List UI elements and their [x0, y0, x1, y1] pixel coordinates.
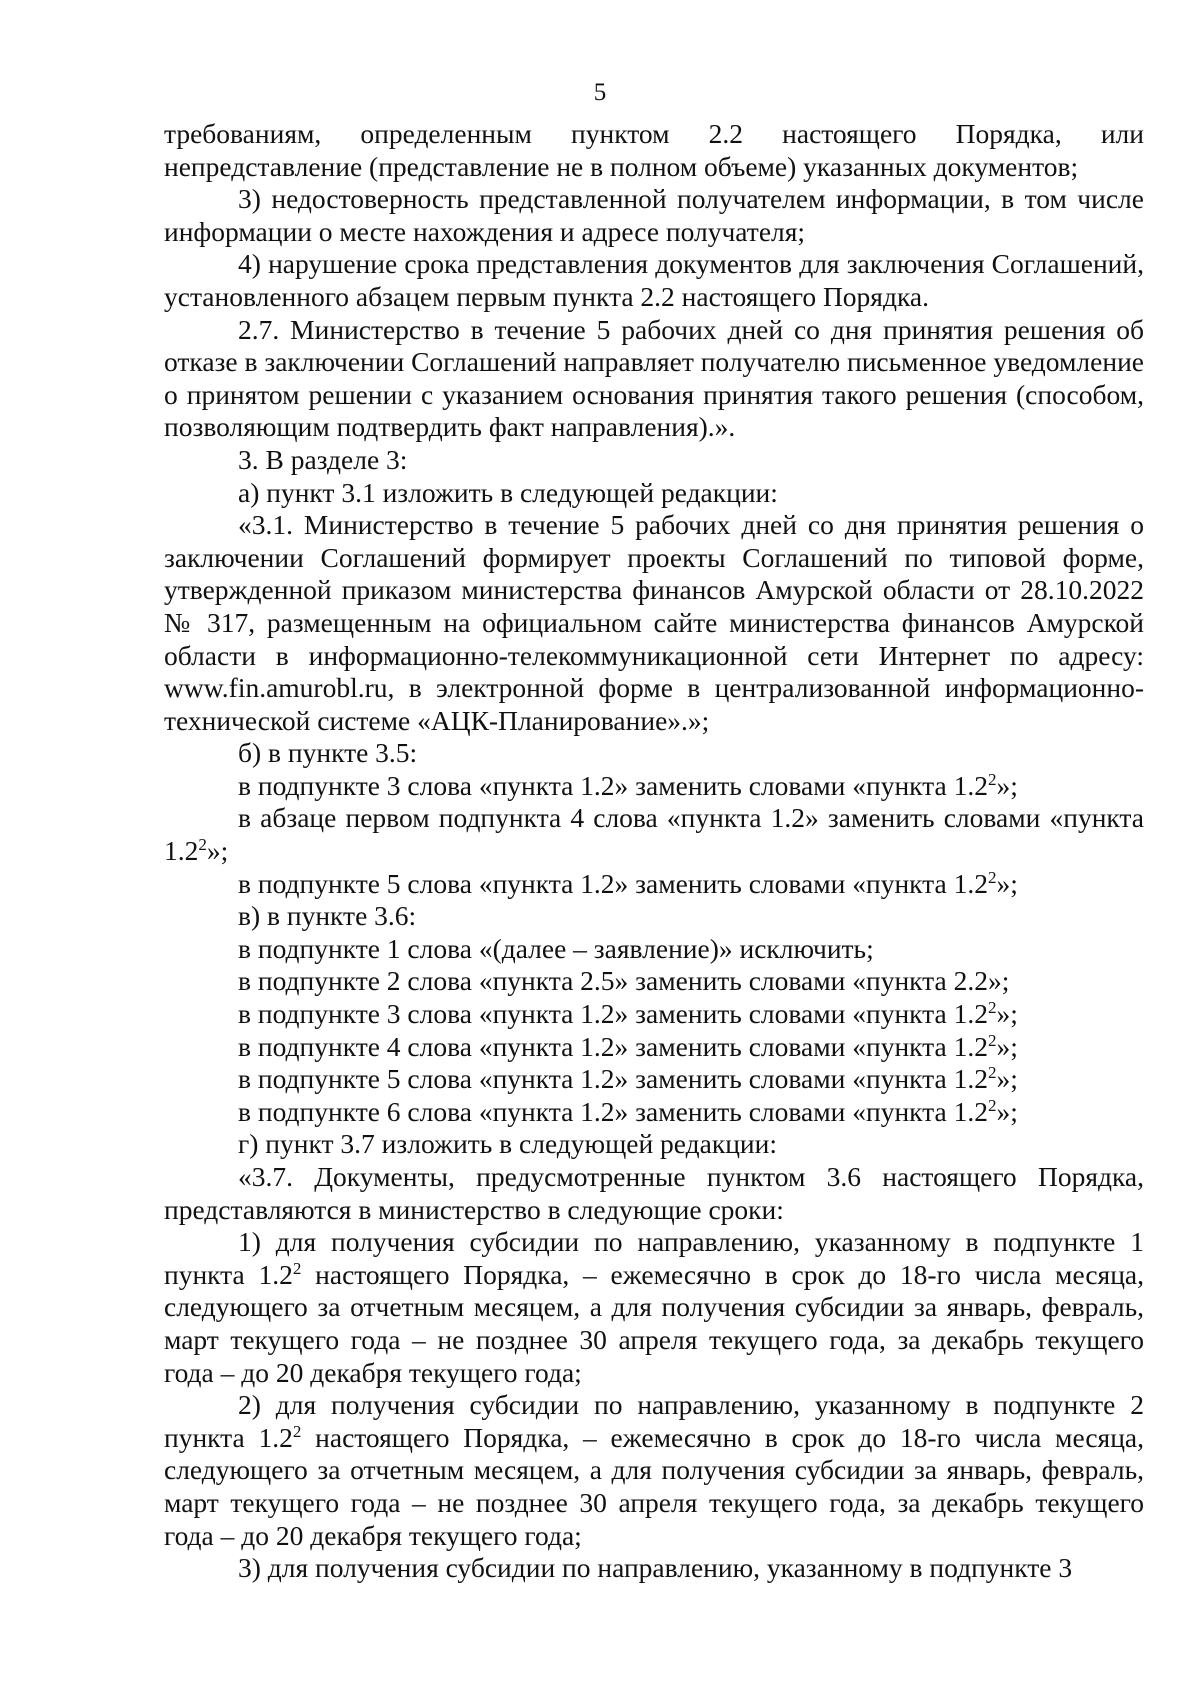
paragraph — [164, 1096, 1144, 1129]
paragraph — [164, 1063, 1144, 1096]
text-run: 4) нарушение срока представления документов для заключения Соглашений, установленного абзацем первым пункта 2.2 настоящего Порядка. — [164, 248, 1144, 312]
text-run: в подпункте 3 слова «пункта 1.2» заменить словами «пункта 1.2 — [238, 769, 988, 801]
text-run: »; — [996, 867, 1018, 899]
superscript: 2 — [987, 1095, 997, 1115]
text-run: требованиям, определенным пунктом 2.2 настоящего Порядка, или непредставление (представление не в полном объеме) указанных документов; — [164, 118, 1144, 182]
text-run: »; — [996, 1095, 1018, 1127]
text-run: 2.7. Министерство в течение 5 рабочих дней со дня принятия решения об отказе в заключении Соглашений направляет получателю письменное уведомление о принятом решении с указанием основания принятия такого решения (способом, позволяющим подтвердить факт направления).». — [164, 313, 1144, 443]
text-run: «3.7. Документы, предусмотренные пунктом 3.6 настоящего Порядка, представляются в министерство в следующие сроки: — [164, 1161, 1144, 1225]
text-run: настоящего Порядка, – ежемесячно в срок до 18-го числа месяца, следующего за отчетным месяцем, а для получения субсидии за январь, февраль, март текущего года – не позднее 30 апреля текущего года, за декабрь текущего года – до 20 декабря текущего года; — [164, 1421, 1144, 1551]
text-run: в подпункте 4 слова «пункта 1.2» заменить словами «пункта 1.2 — [238, 1030, 988, 1062]
text-run: »; — [206, 835, 229, 867]
text-run: »; — [996, 1030, 1018, 1062]
text-run: 3) для получения субсидии по направлению, указанному в подпункте 3 — [238, 1552, 1073, 1584]
paragraph — [164, 1552, 1144, 1585]
paragraph — [164, 737, 1144, 770]
paragraph — [164, 248, 1144, 313]
text-run: 3. В разделе 3: — [238, 443, 408, 475]
paragraph — [164, 444, 1144, 477]
text-run: »; — [996, 998, 1018, 1030]
paragraph — [164, 1031, 1144, 1064]
page-number: 5 — [593, 79, 607, 106]
text-run: б) в пункте 3.5: — [238, 737, 418, 769]
paragraph — [164, 965, 1144, 998]
text-run: 2) для получения субсидии по направлению, указанному в подпункте 2 пункта 1.2 — [164, 1389, 1144, 1453]
superscript: 2 — [292, 1421, 302, 1441]
paragraph — [164, 509, 1144, 737]
paragraph — [164, 314, 1144, 444]
text-run: 1) для получения субсидии по направлению, указанному в подпункте 1 пункта 1.2 — [164, 1226, 1144, 1290]
text-run: 3) недостоверность представленной получателем информации, в том числе информации о месте нахождения и адресе получателя; — [164, 183, 1144, 247]
text-run: а) пункт 3.1 изложить в следующей редакции: — [238, 476, 778, 508]
text-run: в подпункте 1 слова «(далее – заявление)» исключить; — [238, 932, 874, 964]
text-run: в подпункте 5 слова «пункта 1.2» заменить словами «пункта 1.2 — [238, 867, 988, 899]
text-run: в подпункте 2 слова «пункта 2.5» заменить словами «пункта 2.2»; — [238, 965, 1010, 997]
document-body — [164, 118, 1144, 1585]
paragraph — [164, 802, 1144, 867]
superscript: 2 — [987, 1030, 997, 1050]
superscript: 2 — [987, 770, 997, 789]
text-run: в абзаце первом подпункта 4 слова «пункта 1.2» заменить словами «пункта 1.2 — [164, 802, 1144, 867]
text-run: в) в пункте 3.6: — [238, 900, 417, 932]
superscript: 2 — [292, 1258, 302, 1278]
text-run: в подпункте 3 слова «пункта 1.2» заменить словами «пункта 1.2 — [238, 998, 988, 1030]
text-run: г) пункт 3.7 изложить в следующей редакции: — [238, 1128, 777, 1160]
paragraph — [164, 477, 1144, 510]
superscript: 2 — [987, 998, 997, 1018]
text-run: «3.1. Министерство в течение 5 рабочих дней со дня принятия решения о заключении Соглашений формирует проекты Соглашений по типовой форме, утвержденной приказом министерства финансов Амурской области от 28.10.2022 № 317, размещенным на официальном сайте министерства финансов Амурской области в информационно-телекоммуникационной сети Интернет по адресу: www.fin.amurobl.ru, в электронной форме в централизованной информационно-технической системе «АЦК-Планирование».»; — [164, 509, 1144, 736]
paragraph — [164, 1161, 1144, 1226]
text-run: настоящего Порядка, – ежемесячно в срок до 18-го числа месяца, следующего за отчетным месяцем, а для получения субсидии за январь, февраль, март текущего года – не позднее 30 апреля текущего года, за декабрь текущего года – до 20 декабря текущего года; — [164, 1258, 1144, 1388]
paragraph — [164, 868, 1144, 901]
superscript: 2 — [198, 835, 207, 855]
text-run: »; — [996, 769, 1018, 801]
paragraph — [164, 770, 1144, 803]
paragraph — [164, 118, 1144, 183]
paragraph — [164, 1226, 1144, 1389]
paragraph — [164, 1389, 1144, 1552]
text-run: в подпункте 5 слова «пункта 1.2» заменить словами «пункта 1.2 — [238, 1063, 988, 1095]
paragraph — [164, 900, 1144, 933]
superscript: 2 — [987, 867, 997, 887]
text-run: в подпункте 6 слова «пункта 1.2» заменить словами «пункта 1.2 — [238, 1095, 988, 1127]
paragraph — [164, 1128, 1144, 1161]
paragraph — [164, 933, 1144, 966]
paragraph — [164, 183, 1144, 248]
superscript: 2 — [987, 1063, 997, 1083]
paragraph — [164, 998, 1144, 1031]
text-run: »; — [996, 1063, 1018, 1095]
